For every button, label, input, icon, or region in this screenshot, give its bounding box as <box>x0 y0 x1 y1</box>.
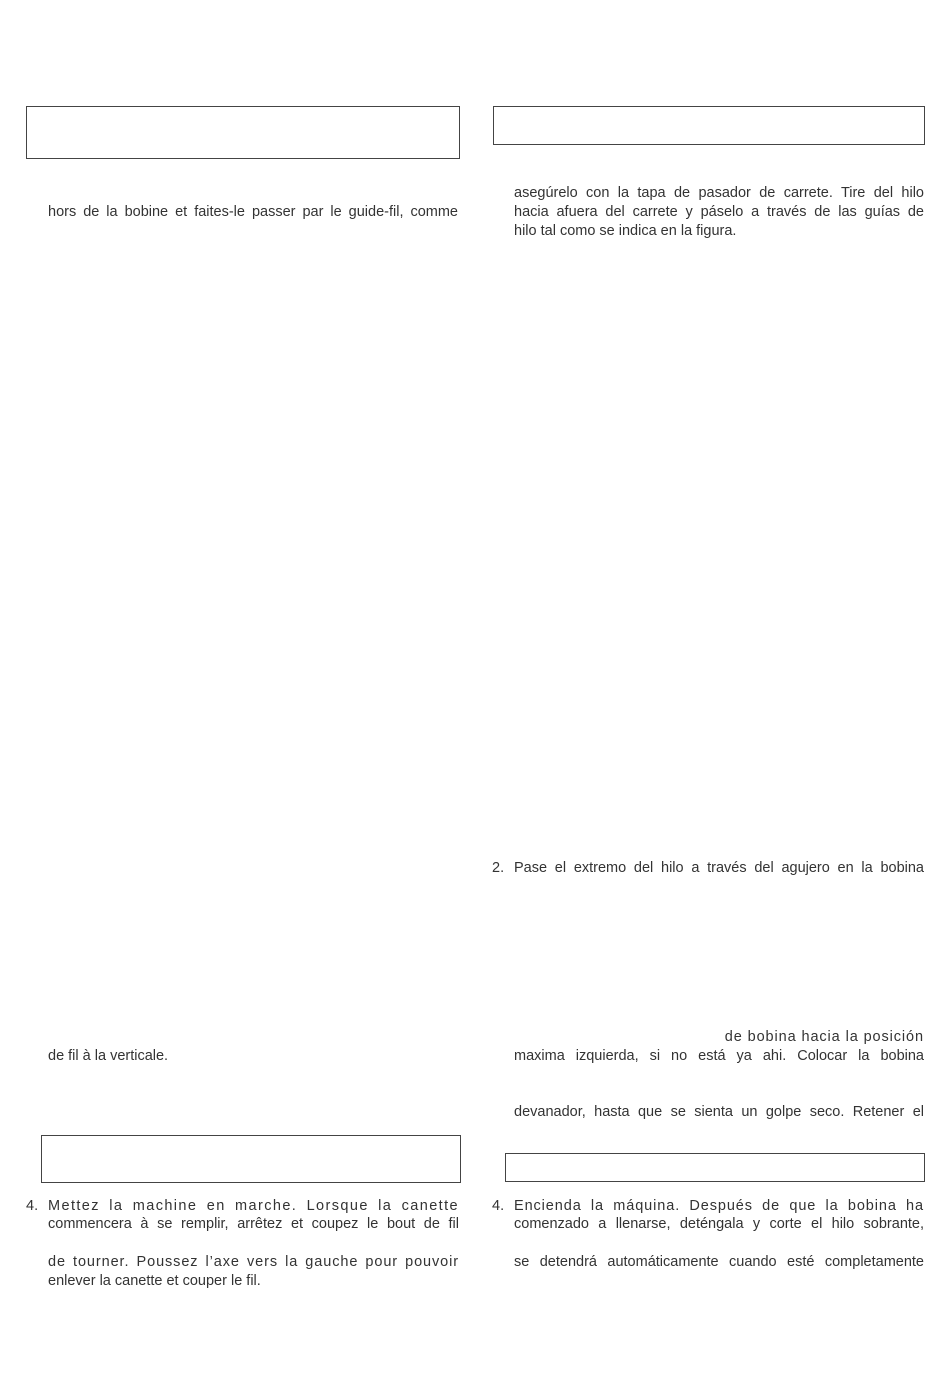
right-paragraph-3-line-1: de bobina hacia la posición <box>724 1029 924 1045</box>
right-paragraph-1-line-2: hacia afuera del carrete y páselo a través de las guías de <box>514 204 924 220</box>
right-bottom-frame <box>505 1153 925 1182</box>
right-top-frame <box>493 106 925 145</box>
left-top-frame <box>26 106 460 159</box>
right-step-2-line-1: Pase el extremo del hilo a través del agujero en la bobina <box>514 860 924 876</box>
left-paragraph-2: de fil à la verticale. <box>48 1048 169 1064</box>
right-step-4-number: 4. <box>492 1198 505 1214</box>
left-step-4-number: 4. <box>26 1198 39 1214</box>
right-step-4-line-2: comenzado a llenarse, deténgala y corte el hilo sobrante, <box>514 1216 924 1232</box>
right-paragraph-3-line-2: maxima izquierda, si no está ya ahi. Colocar la bobina <box>514 1048 924 1064</box>
left-paragraph-1: hors de la bobine et faites-le passer par le guide-fil, comme <box>48 204 458 220</box>
right-paragraph-3-line-3: devanador, hasta que se sienta un golpe seco. Retener el <box>514 1104 924 1120</box>
right-paragraph-1-line-1: asegúrelo con la tapa de pasador de carrete. Tire del hilo <box>514 185 924 201</box>
right-step-4-line-1: Encienda la máquina. Después de que la bobina ha <box>514 1198 924 1214</box>
right-step-4-line-3: se detendrá automáticamente cuando esté completamente <box>514 1254 924 1270</box>
left-step-4-line-3: de tourner. Poussez l’axe vers la gauche pour pouvoir <box>48 1254 459 1270</box>
left-bottom-frame <box>41 1135 461 1183</box>
right-step-2-number: 2. <box>492 860 505 876</box>
left-step-4-line-4: enlever la canette et couper le fil. <box>48 1273 261 1289</box>
left-step-4-line-2: commencera à se remplir, arrêtez et coupez le bout de fil <box>48 1216 459 1232</box>
right-paragraph-1-line-3: hilo tal como se indica en la figura. <box>514 223 737 239</box>
left-step-4-line-1: Mettez la machine en marche. Lorsque la canette <box>48 1198 459 1214</box>
